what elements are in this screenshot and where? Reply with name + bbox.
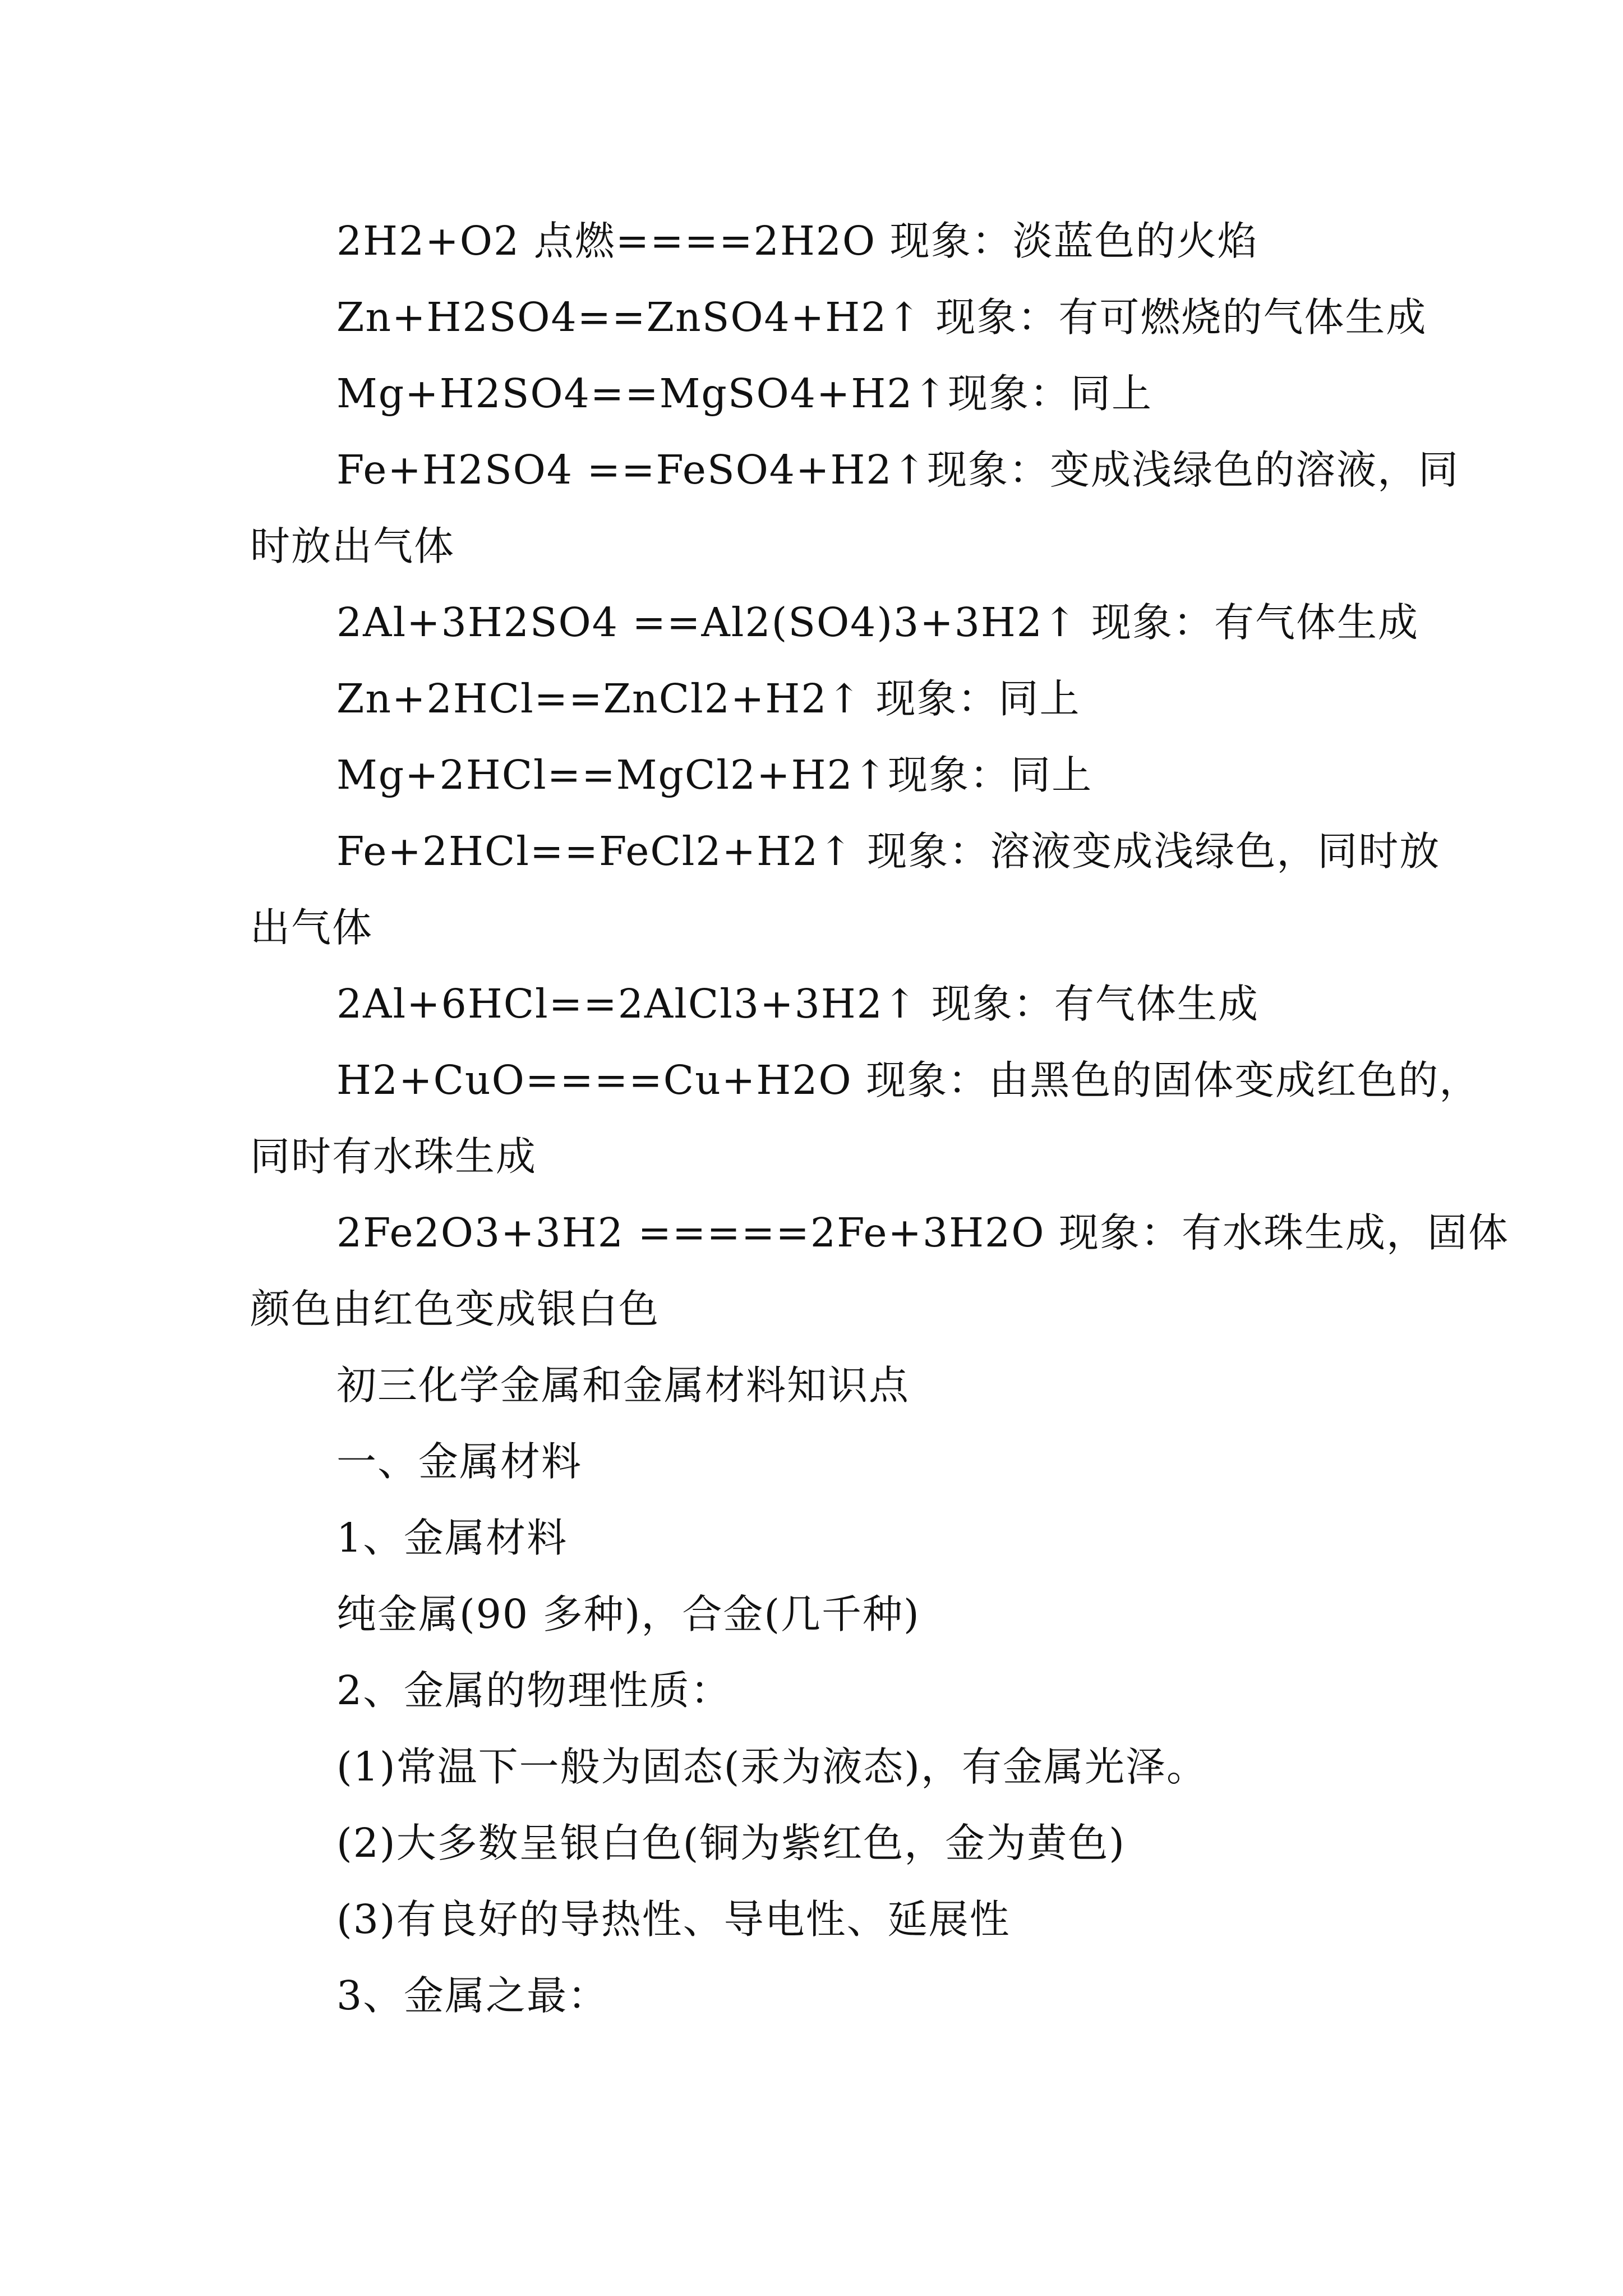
text-line: Fe+2HCl==FeCl2+H2↑ 现象：溶液变成浅绿色，同时放 (336, 828, 1441, 875)
text-line: 颜色由红色变成银白色 (250, 1286, 660, 1332)
text-line: 出气体 (250, 904, 374, 951)
section-heading: 初三化学金属和金属材料知识点 (336, 1362, 910, 1409)
section-heading: 2、金属的物理性质： (336, 1667, 732, 1714)
text-line: 2Al+3H2SO4 ==Al2(SO4)3+3H2↑ 现象：有气体生成 (336, 599, 1419, 646)
text-line: (2)大多数呈银白色(铜为紫红色，金为黄色) (336, 1820, 1126, 1866)
text-line: Mg+H2SO4==MgSO4+H2↑现象：同上 (336, 370, 1152, 417)
text-line: Zn+H2SO4==ZnSO4+H2↑ 现象：有可燃烧的气体生成 (336, 294, 1427, 341)
section-heading: 1、金属材料 (336, 1515, 568, 1561)
text-line: Mg+2HCl==MgCl2+H2↑现象：同上 (336, 752, 1093, 798)
text-line: Zn+2HCl==ZnCl2+H2↑ 现象：同上 (336, 675, 1081, 722)
text-line: 纯金属(90 多种)，合金(几千种) (336, 1591, 920, 1637)
text-line: 同时有水珠生成 (250, 1133, 537, 1180)
text-line: H2+CuO====Cu+H2O 现象：由黑色的固体变成红色的， (336, 1057, 1481, 1103)
text-line: 2Al+6HCl==2AlCl3+3H2↑ 现象：有气体生成 (336, 981, 1259, 1027)
section-heading: 一、金属材料 (336, 1438, 583, 1485)
text-line: 时放出气体 (250, 523, 455, 569)
text-line: Fe+H2SO4 ==FeSO4+H2↑现象：变成浅绿色的溶液，同 (336, 447, 1460, 493)
text-line: 2H2+O2 点燃====2H2O 现象：淡蓝色的火焰 (336, 218, 1258, 264)
text-line: (1)常温下一般为固态(汞为液态)，有金属光泽。 (336, 1743, 1207, 1790)
text-line: 2Fe2O3+3H2 =====2Fe+3H2O 现象：有水珠生成，固体 (336, 1209, 1509, 1256)
text-line: (3)有良好的导热性、导电性、延展性 (336, 1896, 1011, 1943)
section-heading: 3、金属之最： (336, 1972, 609, 2019)
